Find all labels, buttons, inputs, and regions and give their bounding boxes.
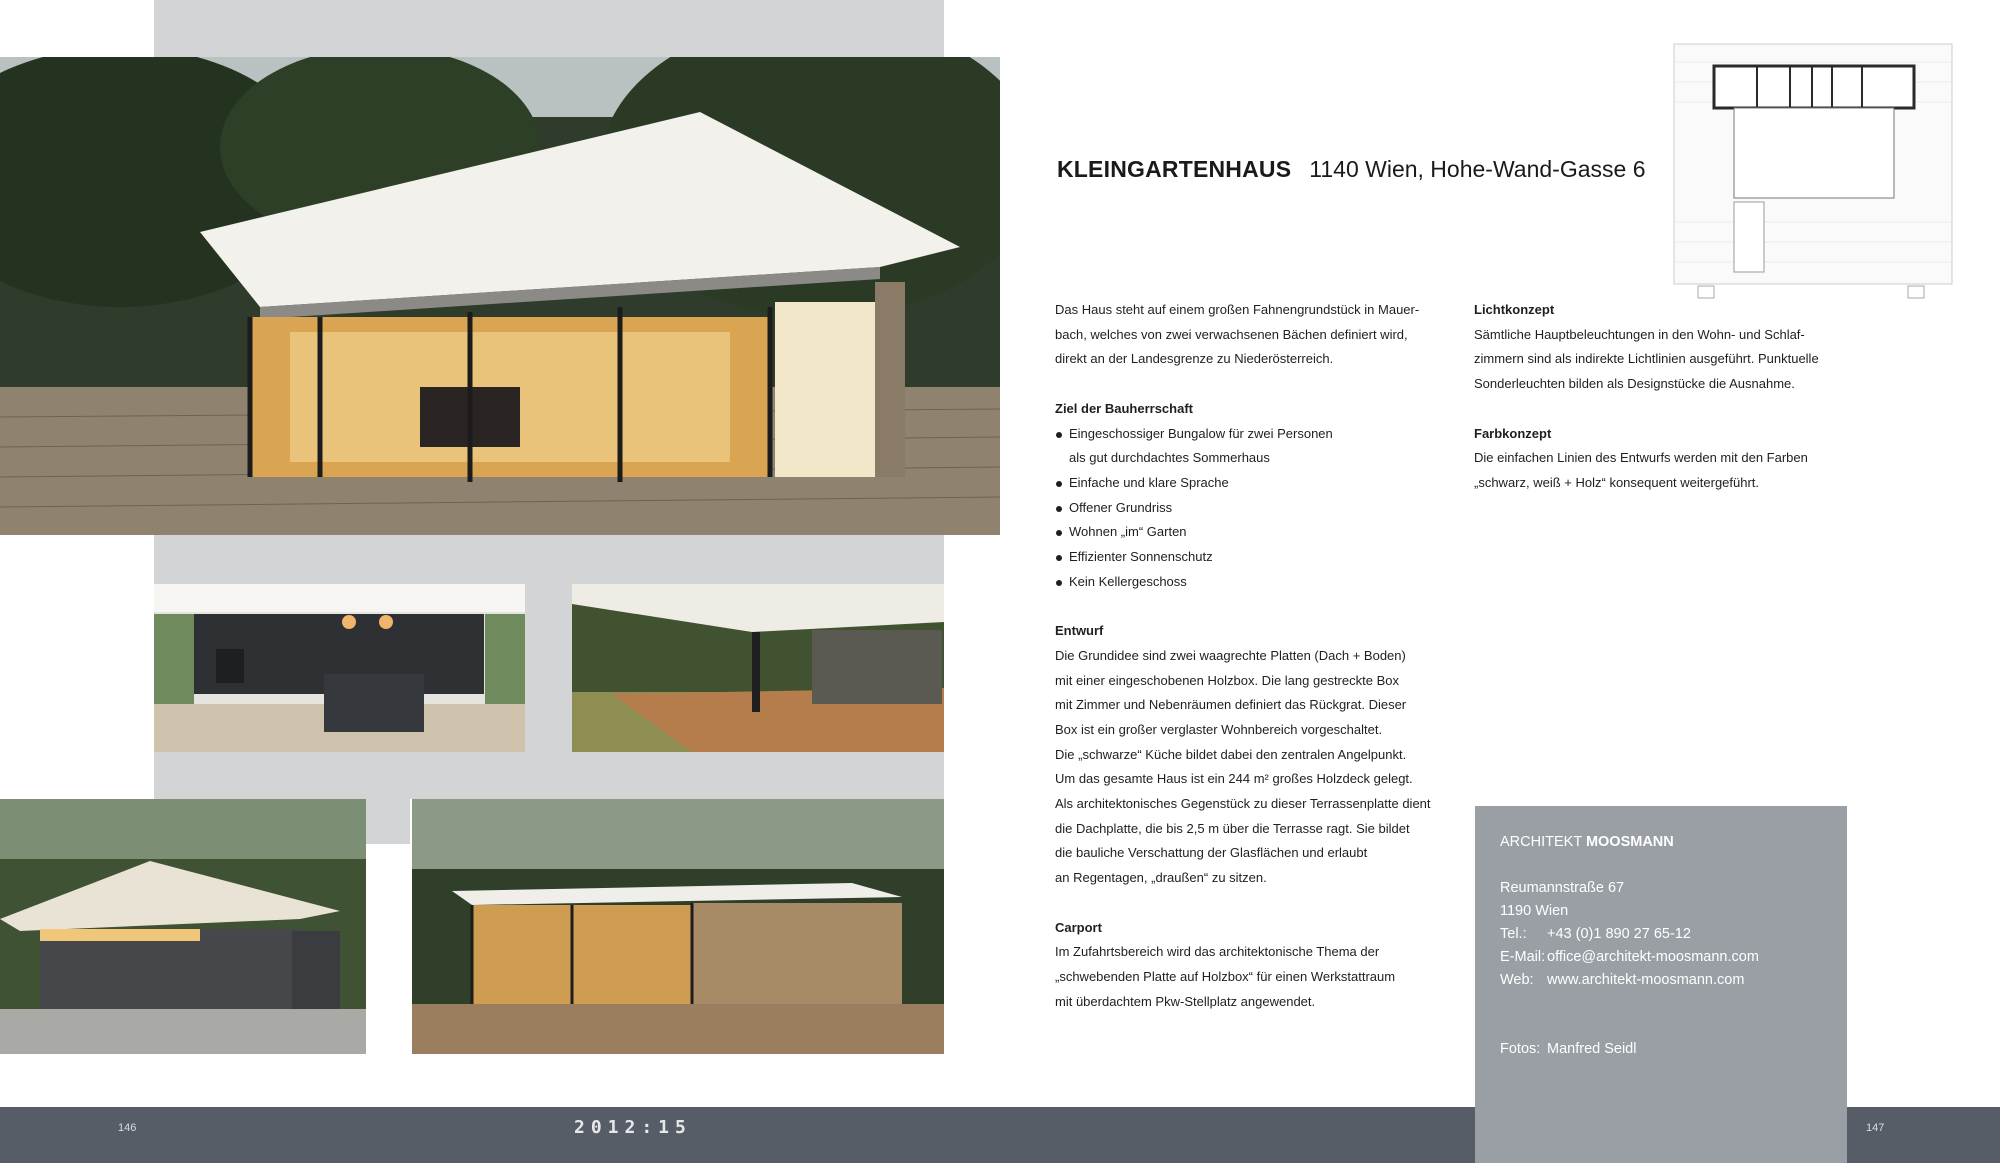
entwurf-line: Box ist ein großer verglaster Wohnbereich vorgeschaltet. xyxy=(1055,721,1383,737)
architect-name: ARCHITEKT MOOSMANN xyxy=(1500,834,1674,850)
list-item: Wohnen „im“ Garten xyxy=(1055,520,1445,545)
entwurf-line: Um das gesamte Haus ist ein 244 m² großes Holzdeck gelegt. xyxy=(1055,771,1413,787)
floor-plan-drawing xyxy=(1672,42,1954,300)
architect-email[interactable]: E-Mail: office@architekt-moosmann.com xyxy=(1500,949,1759,965)
ziel-list xyxy=(1055,422,1445,595)
carport-line: mit überdachtem Pkw-Stellplatz angewendet. xyxy=(1055,993,1316,1009)
entwurf-line: Die Grundidee sind zwei waagrechte Platten (Dach + Boden) xyxy=(1055,647,1406,663)
farb-line: Die einfachen Linien des Entwurfs werden mit den Farben xyxy=(1474,450,1808,466)
licht-heading: Lichtkonzept xyxy=(1474,302,1555,317)
house-dusk-photo xyxy=(412,799,944,1054)
entwurf-line: mit einer eingeschobenen Holzbox. Die lang gestreckte Box xyxy=(1055,672,1399,688)
licht-line: Sonderleuchten bilden als Designstücke die Ausnahme. xyxy=(1474,376,1795,392)
text-column-right xyxy=(1474,298,1874,496)
intro-line: direkt an der Landesgrenze zu Niederösterreich. xyxy=(1055,351,1334,367)
architect-tel: Tel.: +43 (0)1 890 27 65-12 xyxy=(1500,926,1691,942)
entwurf-line: mit Zimmer und Nebenräumen definiert das Rückgrat. Dieser xyxy=(1055,697,1407,713)
interior-kitchen-photo xyxy=(154,584,525,752)
architect-info-box xyxy=(1475,806,1847,1163)
magazine-logo: 2012:15 xyxy=(574,1117,692,1138)
photo-credit: Fotos: Manfred Seidl xyxy=(1500,1041,1637,1057)
list-item: Eingeschossiger Bungalow für zwei Personen als gut durchdachtes Sommerhaus xyxy=(1055,422,1445,471)
entwurf-line: an Regentagen, „draußen“ zu sitzen. xyxy=(1055,870,1267,886)
carport-line: Im Zufahrtsbereich wird das architektonische Thema der xyxy=(1055,944,1380,960)
entwurf-line: Die „schwarze“ Küche bildet dabei den zentralen Angelpunkt. xyxy=(1055,746,1407,762)
grey-block-strip xyxy=(366,799,410,844)
text-column-left xyxy=(1055,298,1445,1014)
farb-line: „schwarz, weiß + Holz“ konsequent weitergeführt. xyxy=(1474,474,1760,490)
entwurf-line: die Dachplatte, die bis 2,5 m über die Terrasse ragt. Sie bildet xyxy=(1055,820,1410,836)
main-house-photo xyxy=(0,57,1000,535)
farb-heading: Farbkonzept xyxy=(1474,425,1552,441)
list-item: Offener Grundriss xyxy=(1055,496,1445,521)
licht-line: zimmern sind als indirekte Lichtlinien ausgeführt. Punktuelle xyxy=(1474,351,1819,367)
list-item: Kein Kellergeschoss xyxy=(1055,570,1445,595)
terrace-photo xyxy=(572,584,944,752)
list-item: Einfache und klare Sprache xyxy=(1055,471,1445,496)
ziel-heading: Ziel der Bauherrschaft xyxy=(1055,400,1193,416)
entwurf-heading: Entwurf xyxy=(1055,623,1104,639)
architect-city: 1190 Wien xyxy=(1500,903,1569,919)
architect-street: Reumannstraße 67 xyxy=(1500,880,1625,896)
architect-web[interactable]: Web: www.architekt-moosmann.com xyxy=(1500,972,1745,988)
list-item: Effizienter Sonnenschutz xyxy=(1055,545,1445,570)
carport-heading: Carport xyxy=(1055,919,1102,935)
page-title xyxy=(1057,156,1646,183)
project-address: 1140 Wien, Hohe-Wand-Gasse 6 xyxy=(1309,156,1646,182)
entwurf-line: die bauliche Verschattung der Glasflächen und erlaubt xyxy=(1055,845,1368,861)
page-number-left: 146 xyxy=(118,1122,137,1134)
project-name: KLEINGARTENHAUS xyxy=(1057,156,1292,182)
carport-photo xyxy=(0,799,366,1054)
intro-line: bach, welches von zwei verwachsenen Bächen definiert wird, xyxy=(1055,326,1408,342)
entwurf-line: Als architektonisches Gegenstück zu dieser Terrassenplatte dient xyxy=(1055,796,1431,812)
carport-line: „schwebenden Platte auf Holzbox“ für einen Werkstattraum xyxy=(1055,968,1396,984)
intro-line: Das Haus steht auf einem großen Fahnengrundstück in Mauer- xyxy=(1055,302,1420,317)
page-number-right: 147 xyxy=(1866,1122,1885,1134)
grey-block-top xyxy=(154,0,944,57)
licht-line: Sämtliche Hauptbeleuchtungen in den Wohn- und Schlaf- xyxy=(1474,326,1805,342)
